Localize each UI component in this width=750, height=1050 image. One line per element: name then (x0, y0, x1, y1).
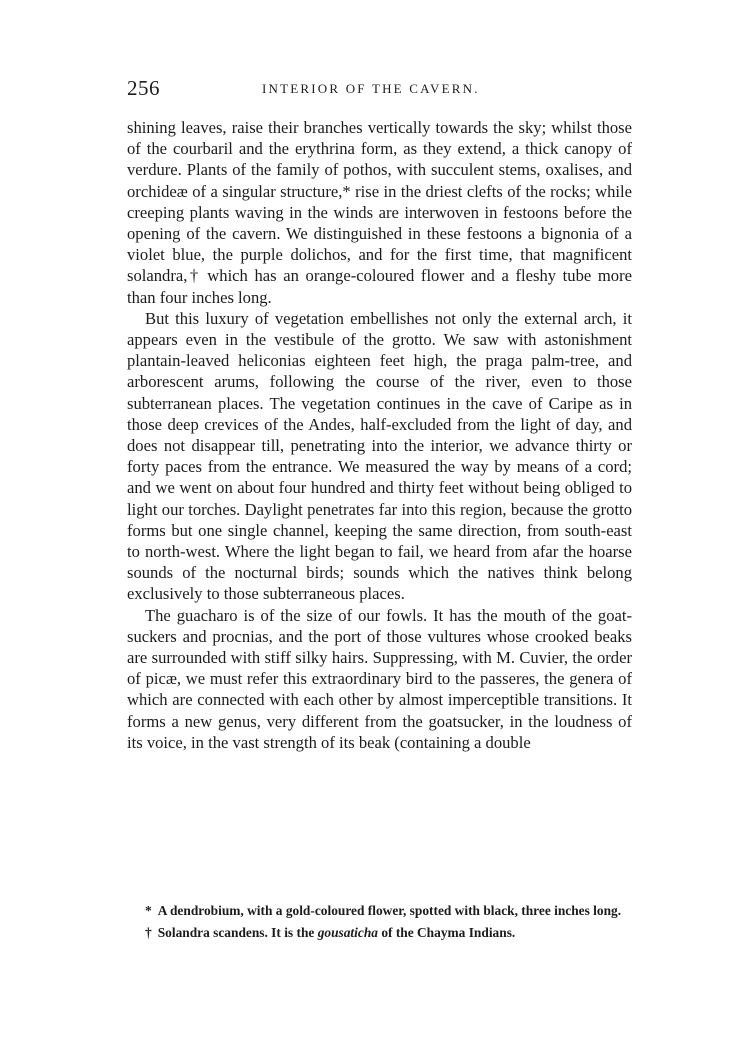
footnote-text: Solandra scandens. It is the (157, 924, 318, 940)
footnote-text: of the Chayma Indians. (377, 924, 516, 940)
footnote-italic-term: gousaticha (317, 924, 378, 940)
footnote-mark: * (145, 903, 152, 918)
footnote-1 (127, 902, 632, 921)
running-title: INTERIOR OF THE CAVERN. (262, 81, 480, 96)
running-head (127, 76, 632, 104)
footnote-mark: † (145, 924, 152, 940)
footnotes (127, 902, 632, 945)
paragraph-continuation: shining leaves, raise their branches vertically towards the sky; whilst those of the courbaril and the erythrina form, as they extend, a thick canopy of verdure. Plants of the family of pothos, with succulent stems, oxalises, and orchideæ of a singular structure,* rise in the driest clefts of the rocks; while creeping plants waving in the winds are interwoven in festoons before the opening of the cavern. We distinguished in these festoons a bignonia of a violet blue, the purple dolichos, and for the first time, that magnificent solandra,† which has an orange-coloured flower and a fleshy tube more than four inches long. (127, 118, 632, 307)
footnote-text: A dendrobium, with a gold-coloured flower, spotted with black, three inches long. (157, 903, 622, 918)
body-text (127, 117, 632, 753)
paragraph-vegetation: But this luxury of vegetation embellishes not only the external arch, it appears even in the vestibule of the grotto. We saw with astonishment plantain-leaved heliconias eighteen feet high, the praga palm-tree, and arborescent arums, following the course of the river, even to those subterranean places. The vegetation continues in the cave of Caripe as in those deep crevices of the Andes, half-excluded from the light of day, and does not disappear till, penetrating into the interior, we advance thirty or forty paces from the entrance. We measured the way by means of a cord; and we went on about four hundred and thirty feet without being obliged to light our torches. Daylight penetrates far into this region, because the grotto forms but one single channel, keeping the same direction, from south-east to north-west. Where the light began to fail, we heard from afar the hoarse sounds of the nocturnal birds; sounds which the natives think belong exclusively to those subterraneous places. (127, 308, 632, 604)
paragraph-guacharo: The guacharo is of the size of our fowls. It has the mouth of the goat-suckers and procnias, and the port of those vultures whose crooked beaks are surrounded with stiff silky hairs. Suppressing, with M. Cuvier, the order of picæ, we must refer this extraordinary bird to the passeres, the genera of which are connected with each other by almost imperceptible transitions. It forms a new genus, very different from the goatsucker, in the loudness of its voice, in the vast strength of its beak (containing a double (127, 605, 632, 752)
page-number: 256 (127, 76, 160, 100)
footnote-2 (127, 924, 632, 943)
